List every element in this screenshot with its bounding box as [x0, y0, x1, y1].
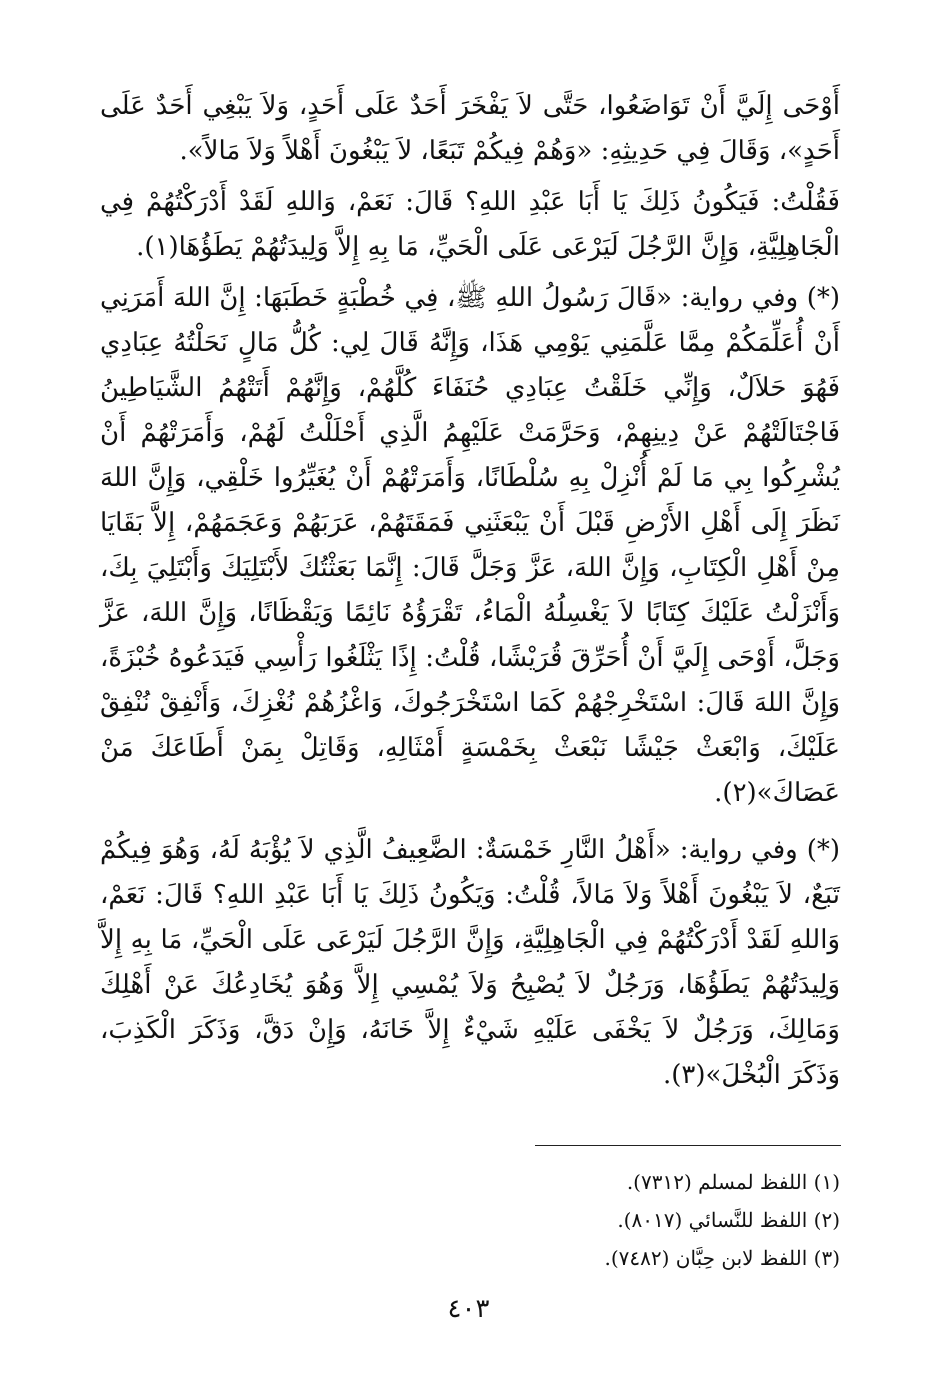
footnotes	[340, 1163, 840, 1277]
footnote-1: (١) اللفظ لمسلم (٧٣١٢).	[626, 1170, 840, 1194]
paragraph-4: (*) وفي رواية: «أَهْلُ النَّارِ خَمْسَةٌ: الضَّعِيفُ الَّذِي لاَ يُؤْبَهُ لَهُ، وَهُوَ فِيكُمْ تَبَعٌ، لاَ يَبْغُونَ أَهْلاً وَلاَ مَالاً، قُلْتُ: وَيَكُونُ ذَلِكَ يَا أَبَا عَبْدِ اللهِ؟ قَالَ: نَعَمْ، وَاللهِ لَقَدْ أَدْرَكْتُهُمْ فِي الْجَاهِلِيَّةِ، وَإِنَّ الرَّجُلَ لَيَرْعَى عَلَى الْحَيِّ، مَا بِهِ إِلاَّ وَلِيدَتُهُمْ يَطَؤُهَا، وَرَجُلٌ لاَ يُصْبِحُ وَلاَ يُمْسِي إِلاَّ وَهُوَ يُخَادِعُكَ عَنْ أَهْلِكَ وَمَالِكَ، وَرَجُلٌ لاَ يَخْفَى عَلَيْهِ شَيْءٌ إِلاَّ خَانَهُ، وَإِنْ دَقَّ، وَذَكَرَ الْكَذِبَ، وَذَكَرَ الْبُخْلَ»(٣).	[100, 835, 840, 1090]
main-text	[100, 84, 840, 1104]
footnote-divider	[535, 1145, 841, 1146]
paragraph-3: (*) وفي رواية: «قَالَ رَسُولُ اللهِ ﷺ، فِي خُطْبَةٍ خَطَبَهَا: إِنَّ اللهَ أَمَرَنِي أَنْ أُعَلِّمَكُمْ مِمَّا عَلَّمَنِي يَوْمِي هَذَا، وَإِنَّهُ قَالَ لِي: كُلُّ مَالٍ نَحَلْتُهُ عِبَادِي فَهُوَ حَلاَلٌ، وَإِنِّي خَلَقْتُ عِبَادِي حُنَفَاءَ كُلَّهُمْ، وَإِنَّهُمْ أَتَتْهُمُ الشَّيَاطِينُ فَاجْتَالَتْهُمْ عَنْ دِينِهِمْ، وَحَرَّمَتْ عَلَيْهِمُ الَّذِي أَحْلَلْتُ لَهُمْ، وَأَمَرَتْهُمْ أَنْ يُشْرِكُوا بِي مَا لَمْ أُنْزِلْ بِهِ سُلْطَانًا، وَأَمَرَتْهُمْ أَنْ يُغَيِّرُوا خَلْقِي، وَإِنَّ اللهَ نَظَرَ إِلَى أَهْلِ الأَرْضِ قَبْلَ أَنْ يَبْعَثَنِي فَمَقَتَهُمْ، عَرَبَهُمْ وَعَجَمَهُمْ، إِلاَّ بَقَايَا مِنْ أَهْلِ الْكِتَابِ، وَإِنَّ اللهَ، عَزَّ وَجَلَّ قَالَ: إِنَّمَا بَعَثْتُكَ لأَبْتَلِيَكَ وَأَبْتَلِيَ بِكَ، وَأَنْزَلْتُ عَلَيْكَ كِتَابًا لاَ يَغْسِلُهُ الْمَاءُ، تَقْرَؤُهُ نَائِمًا وَيَقْظَانًا، وَإِنَّ اللهَ، عَزَّ وَجَلَّ، أَوْحَى إِلَيَّ أَنْ أُحَرِّقَ قُرَيْشًا، قُلْتُ: إِذًا يَثْلَغُوا رَأْسِي فَيَدَعُوهُ خُبْزَةً، وَإِنَّ اللهَ قَالَ: اسْتَخْرِجْهُمْ كَمَا اسْتَخْرَجُوكَ، وَاغْزُهُمْ نُغْزِكَ، وَأَنْفِقْ نُنْفِقْ عَلَيْكَ، وَابْعَثْ جَيْشًا نَبْعَثْ بِخَمْسَةٍ أَمْثَالِهِ، وَقَاتِلْ بِمَنْ أَطَاعَكَ مَنْ عَصَاكَ»(٢).	[100, 283, 840, 808]
footnote-2: (٢) اللفظ للنَّسائي (٨٠١٧).	[617, 1208, 840, 1232]
footnote-3: (٣) اللفظ لابن حِبَّان (٧٤٨٢).	[604, 1246, 840, 1270]
paragraph-1: أَوْحَى إِلَيَّ أَنْ تَوَاضَعُوا، حَتَّى لاَ يَفْخَرَ أَحَدٌ عَلَى أَحَدٍ، وَلاَ يَبْغِي أَحَدٌ عَلَى أَحَدٍ»، وَقَالَ فِي حَدِيثِهِ: «وَهُمْ فِيكُمْ تَبَعًا، لاَ يَبْغُونَ أَهْلاً وَلاَ مَالاً».	[100, 91, 840, 166]
paragraph-2: فَقُلْتُ: فَيَكُونُ ذَلِكَ يَا أَبَا عَبْدِ اللهِ؟ قَالَ: نَعَمْ، وَاللهِ لَقَدْ أَدْرَكْتُهُمْ فِي الْجَاهِلِيَّةِ، وَإِنَّ الرَّجُلَ لَيَرْعَى عَلَى الْحَيِّ، مَا بِهِ إِلاَّ وَلِيدَتُهُمْ يَطَؤُهَا(١).	[100, 187, 840, 262]
page-number: ٤٠٣	[447, 1294, 490, 1324]
